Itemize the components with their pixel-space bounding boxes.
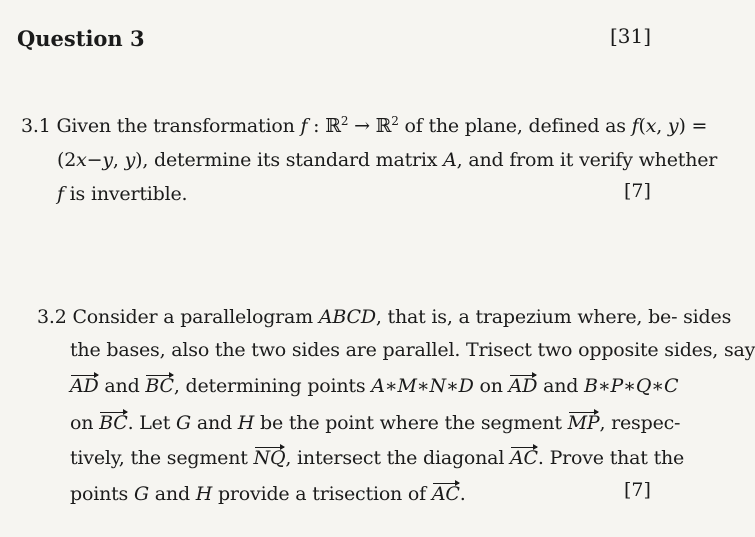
q31-line-1: 3.1 Given the transformation f : ℝ$^2$ → ℝ$^2$ of the plane, defined as f(x, y) = xyxy=(21,114,708,137)
q32-line-5: tively, the segment NQ, intersect the diagonal AC. Prove that the xyxy=(70,447,685,469)
q32-line-3: AD and BC, determining points A∗M∗N∗D on AD and B∗P∗Q∗C xyxy=(70,375,679,397)
q32-line-4: on BC. Let G and H be the point where the segment MP, respec- xyxy=(70,412,681,434)
q31-line-2: (2x−y, y), determine its standard matrix A, and from it verify whether xyxy=(57,149,718,171)
q32-marks: [7] xyxy=(624,479,651,501)
question-title: Question 3 xyxy=(17,26,145,51)
q32-line-1: 3.2 Consider a parallelogram ABCD, that is, a trapezium where, be- sides xyxy=(37,306,732,328)
q31-marks: [7] xyxy=(624,180,651,202)
q31-line-3: f is invertible. xyxy=(57,183,188,205)
q32-line-2: the bases, also the two sides are parallel. Trisect two opposite sides, say xyxy=(70,339,755,361)
q32-line-6: points G and H provide a trisection of AC. xyxy=(70,483,466,505)
total-marks: [31] xyxy=(610,24,652,48)
